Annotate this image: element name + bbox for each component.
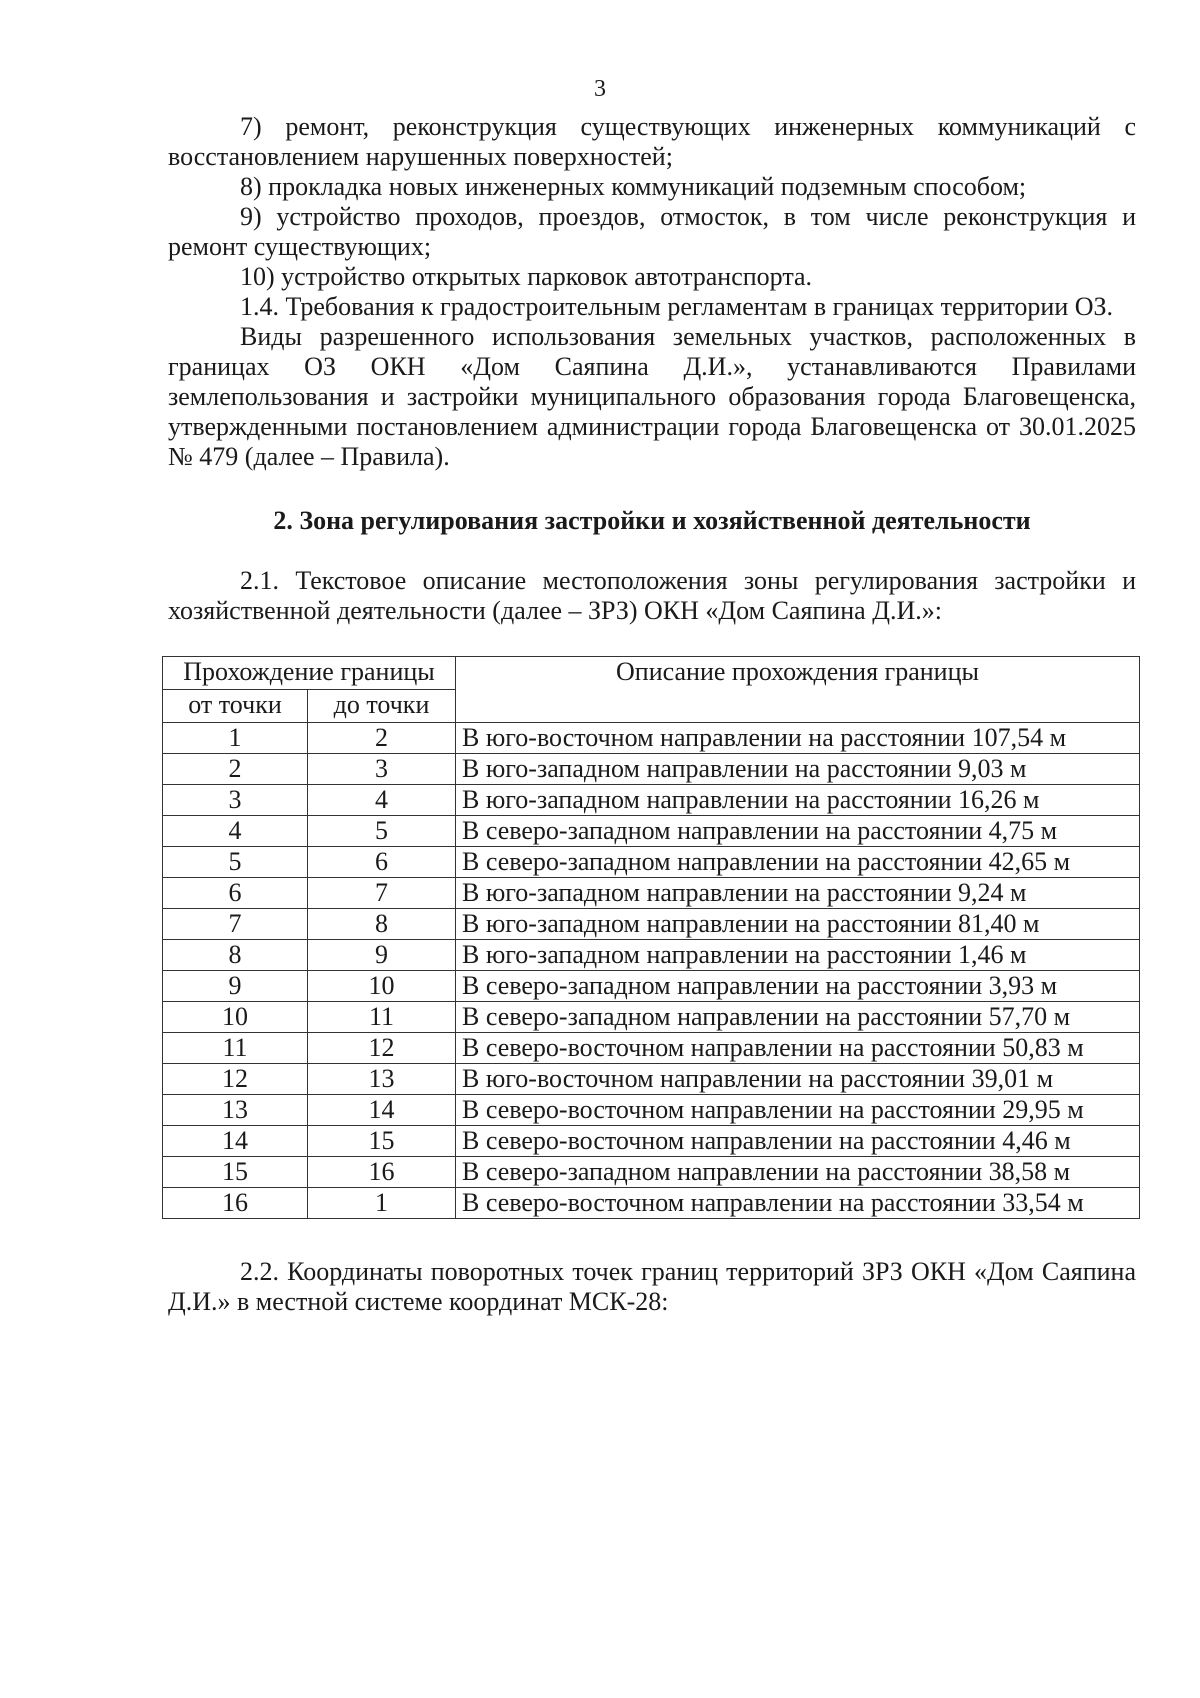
table-row xyxy=(163,971,1140,1002)
cell-description: В северо-западном направлении на расстоянии 57,70 м xyxy=(456,1002,1140,1033)
paragraph-1-4: 1.4. Требования к градостроительным регламентам в границах территории ОЗ. xyxy=(240,292,1114,321)
cell-from-point: 2 xyxy=(163,754,308,785)
cell-from-point: 11 xyxy=(163,1033,308,1064)
document-body xyxy=(168,112,1136,1317)
table-row xyxy=(163,1188,1140,1219)
table-row xyxy=(163,878,1140,909)
table-row xyxy=(163,1002,1140,1033)
cell-description: В юго-западном направлении на расстоянии 9,03 м xyxy=(456,754,1140,785)
cell-from-point: 15 xyxy=(163,1157,308,1188)
table-row xyxy=(163,1095,1140,1126)
cell-to-point: 8 xyxy=(308,909,456,940)
table-body xyxy=(163,723,1140,1219)
cell-to-point: 11 xyxy=(308,1002,456,1033)
cell-to-point: 13 xyxy=(308,1064,456,1095)
cell-description: В юго-западном направлении на расстоянии 16,26 м xyxy=(456,785,1140,816)
paragraph-item-10: 10) устройство открытых парковок автотранспорта. xyxy=(240,262,813,291)
cell-from-point: 7 xyxy=(163,909,308,940)
cell-to-point: 16 xyxy=(308,1157,456,1188)
cell-description: В северо-западном направлении на расстоянии 38,58 м xyxy=(456,1157,1140,1188)
cell-to-point: 2 xyxy=(308,723,456,754)
header-boundary-passage: Прохождение границы xyxy=(163,657,456,690)
cell-description: В северо-западном направлении на расстоянии 42,65 м xyxy=(456,847,1140,878)
cell-from-point: 3 xyxy=(163,785,308,816)
cell-to-point: 15 xyxy=(308,1126,456,1157)
cell-to-point: 6 xyxy=(308,847,456,878)
cell-from-point: 9 xyxy=(163,971,308,1002)
cell-description: В юго-западном направлении на расстоянии 81,40 м xyxy=(456,909,1140,940)
cell-to-point: 7 xyxy=(308,878,456,909)
paragraph-2-2: 2.2. Координаты поворотных точек границ территорий ЗРЗ ОКН «Дом Саяпина Д.И.» в местной системе координат МСК-28: xyxy=(168,1257,1136,1316)
cell-from-point: 12 xyxy=(163,1064,308,1095)
paragraph-permitted-use: Виды разрешенного использования земельных участков, расположенных в границах ОЗ ОКН «Дом Саяпина Д.И.», устанавливаются Правилами землепользования и застройки муниципального образования города Благовещенска, утвержденными постановлением администрации города Благовещенска от 30.01.2025 № 479 (далее – Правила). xyxy=(168,322,1136,471)
cell-to-point: 10 xyxy=(308,971,456,1002)
cell-to-point: 9 xyxy=(308,940,456,971)
cell-from-point: 8 xyxy=(163,940,308,971)
table-row xyxy=(163,723,1140,754)
paragraph-item-8: 8) прокладка новых инженерных коммуникаций подземным способом; xyxy=(240,172,1027,201)
cell-description: В северо-восточном направлении на расстоянии 4,46 м xyxy=(456,1126,1140,1157)
cell-from-point: 5 xyxy=(163,847,308,878)
cell-to-point: 4 xyxy=(308,785,456,816)
cell-from-point: 1 xyxy=(163,723,308,754)
cell-from-point: 16 xyxy=(163,1188,308,1219)
cell-description: В северо-западном направлении на расстоянии 3,93 м xyxy=(456,971,1140,1002)
cell-description: В юго-восточном направлении на расстоянии 39,01 м xyxy=(456,1064,1140,1095)
table-row xyxy=(163,847,1140,878)
table-row xyxy=(163,785,1140,816)
paragraph-item-9: 9) устройство проходов, проездов, отмосток, в том числе реконструкция и ремонт существующих; xyxy=(168,202,1136,261)
table-row xyxy=(163,1126,1140,1157)
table-row xyxy=(163,1064,1140,1095)
cell-to-point: 12 xyxy=(308,1033,456,1064)
header-description: Описание прохождения границы xyxy=(456,657,1140,723)
table-row xyxy=(163,909,1140,940)
cell-from-point: 14 xyxy=(163,1126,308,1157)
table-row xyxy=(163,940,1140,971)
cell-from-point: 4 xyxy=(163,816,308,847)
table-row xyxy=(163,816,1140,847)
cell-description: В юго-западном направлении на расстоянии 9,24 м xyxy=(456,878,1140,909)
header-from-point: от точки xyxy=(163,690,308,723)
cell-to-point: 3 xyxy=(308,754,456,785)
cell-description: В юго-западном направлении на расстоянии 1,46 м xyxy=(456,940,1140,971)
cell-description: В северо-восточном направлении на расстоянии 50,83 м xyxy=(456,1033,1140,1064)
cell-from-point: 10 xyxy=(163,1002,308,1033)
table-row xyxy=(163,1157,1140,1188)
paragraph-2-1: 2.1. Текстовое описание местоположения зоны регулирования застройки и хозяйственной деятельности (далее – ЗРЗ) ОКН «Дом Саяпина Д.И.»: xyxy=(168,566,1136,625)
cell-description: В северо-восточном направлении на расстоянии 33,54 м xyxy=(456,1188,1140,1219)
cell-to-point: 1 xyxy=(308,1188,456,1219)
cell-description: В северо-восточном направлении на расстоянии 29,95 м xyxy=(456,1095,1140,1126)
table-row xyxy=(163,754,1140,785)
table-row xyxy=(163,1033,1140,1064)
cell-description: В юго-восточном направлении на расстоянии 107,54 м xyxy=(456,723,1140,754)
boundary-table xyxy=(162,656,1140,1219)
cell-from-point: 6 xyxy=(163,878,308,909)
paragraph-item-7: 7) ремонт, реконструкция существующих инженерных коммуникаций с восстановлением нарушенных поверхностей; xyxy=(168,112,1136,171)
cell-from-point: 13 xyxy=(163,1095,308,1126)
cell-to-point: 5 xyxy=(308,816,456,847)
header-to-point: до точки xyxy=(308,690,456,723)
page-number: 3 xyxy=(594,76,606,102)
section-heading: 2. Зона регулирования застройки и хозяйственной деятельности xyxy=(273,506,1031,535)
cell-to-point: 14 xyxy=(308,1095,456,1126)
cell-description: В северо-западном направлении на расстоянии 4,75 м xyxy=(456,816,1140,847)
